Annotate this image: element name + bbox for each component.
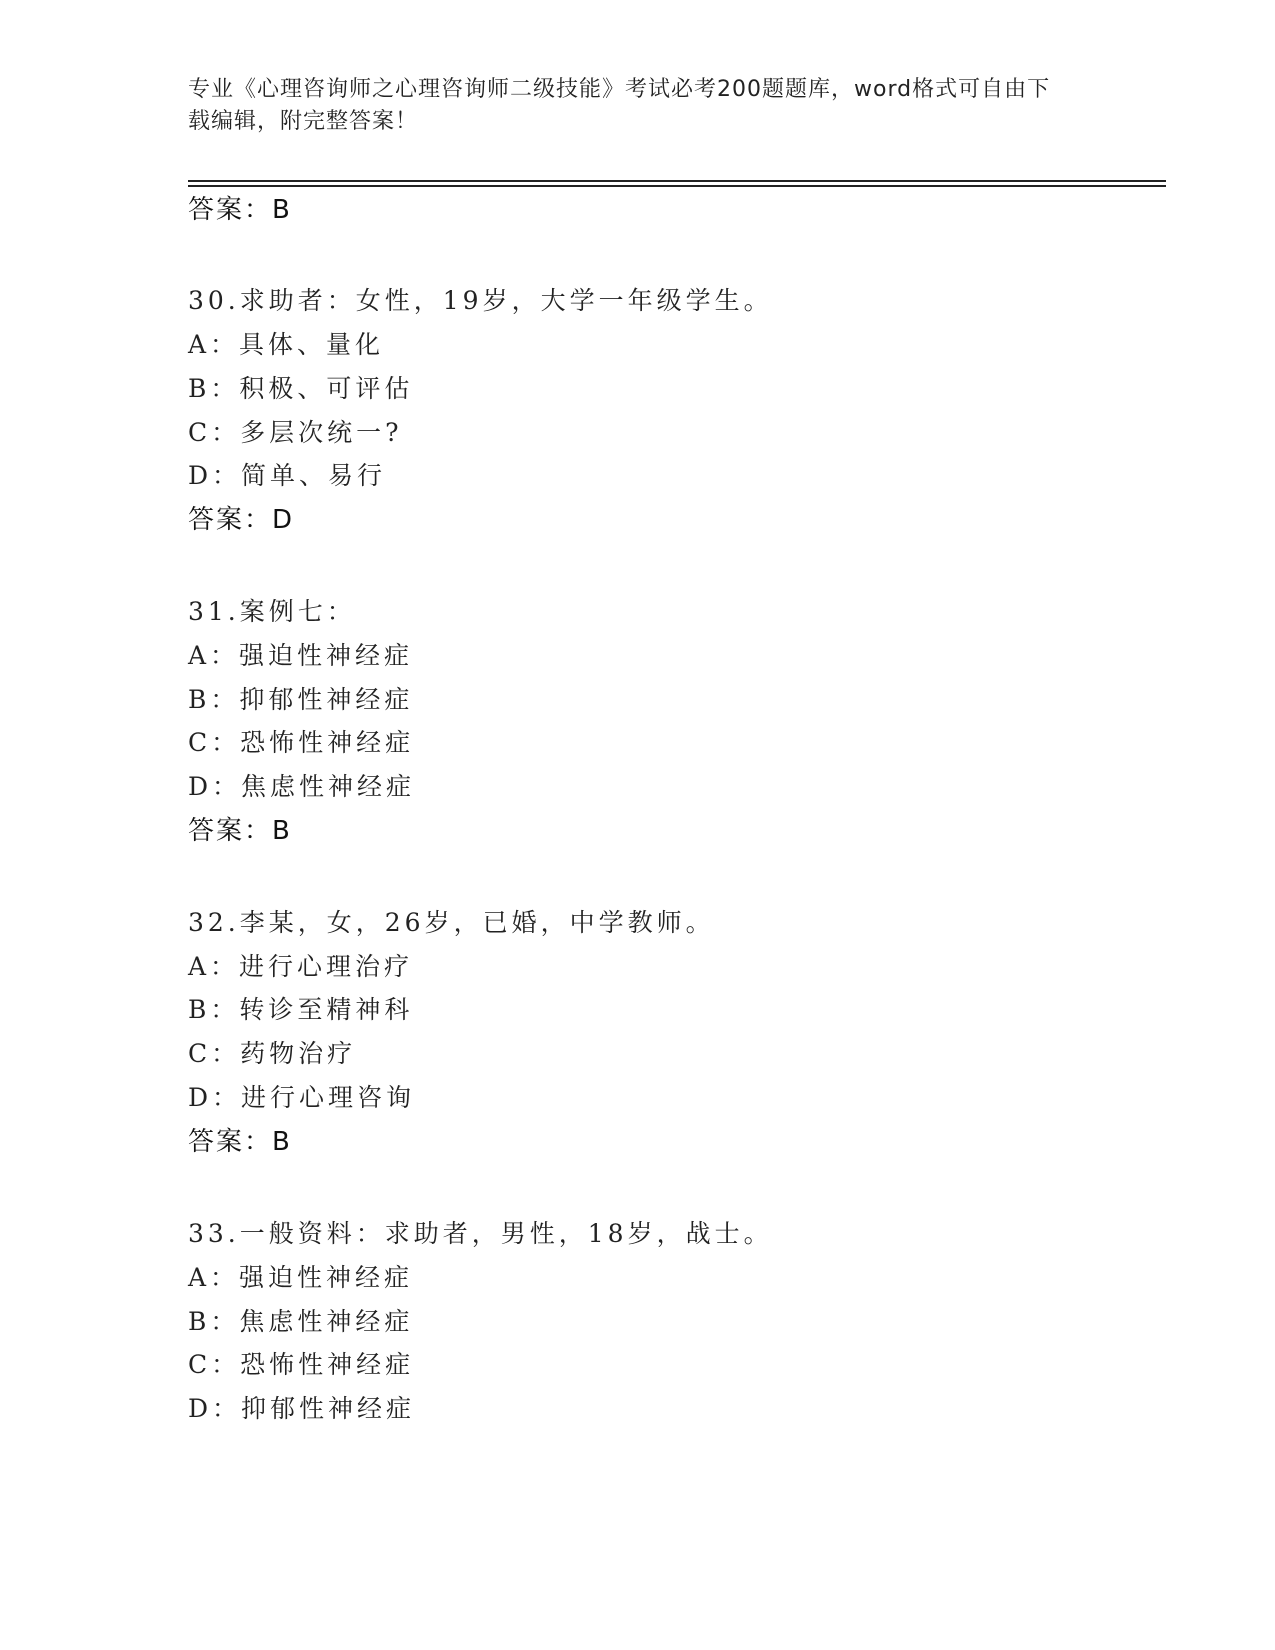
answer: 答案：B: [188, 1127, 292, 1157]
option-d: D：进行心理咨询: [188, 1083, 416, 1112]
previous-answer: 答案：B: [188, 195, 292, 225]
header-divider-second: [188, 185, 1166, 187]
option-a: A：强迫性神经症: [188, 641, 414, 670]
question-stem: 30.求助者：女性，19岁，大学一年级学生。: [188, 286, 773, 315]
option-d: D：焦虑性神经症: [188, 772, 416, 801]
question-stem: 33.一般资料：求助者，男性，18岁，战士。: [188, 1219, 773, 1248]
option-a: A：具体、量化: [188, 330, 385, 359]
answer: 答案：B: [188, 816, 292, 846]
option-c: C：恐怖性神经症: [188, 1350, 415, 1379]
option-d: D：简单、易行: [188, 461, 387, 490]
option-b: B：抑郁性神经症: [188, 685, 414, 714]
option-c: C：药物治疗: [188, 1039, 357, 1068]
question-stem: 31.案例七：: [188, 597, 356, 626]
option-b: B：转诊至精神科: [188, 995, 414, 1024]
option-b: B：焦虑性神经症: [188, 1307, 414, 1336]
option-c: C：多层次统一?: [188, 418, 403, 447]
answer: 答案：D: [188, 505, 295, 535]
option-a: A：进行心理治疗: [188, 952, 414, 981]
document-header: 专业《心理咨询师之心理咨询师二级技能》考试必考200题题库，word格式可自由下载编辑，附完整答案！: [188, 77, 1051, 134]
header-divider: [188, 180, 1166, 182]
option-d: D：抑郁性神经症: [188, 1394, 416, 1423]
option-a: A：强迫性神经症: [188, 1263, 414, 1292]
option-b: B：积极、可评估: [188, 374, 414, 403]
question-stem: 32.李某，女，26岁，已婚，中学教师。: [188, 908, 715, 937]
option-c: C：恐怖性神经症: [188, 728, 415, 757]
